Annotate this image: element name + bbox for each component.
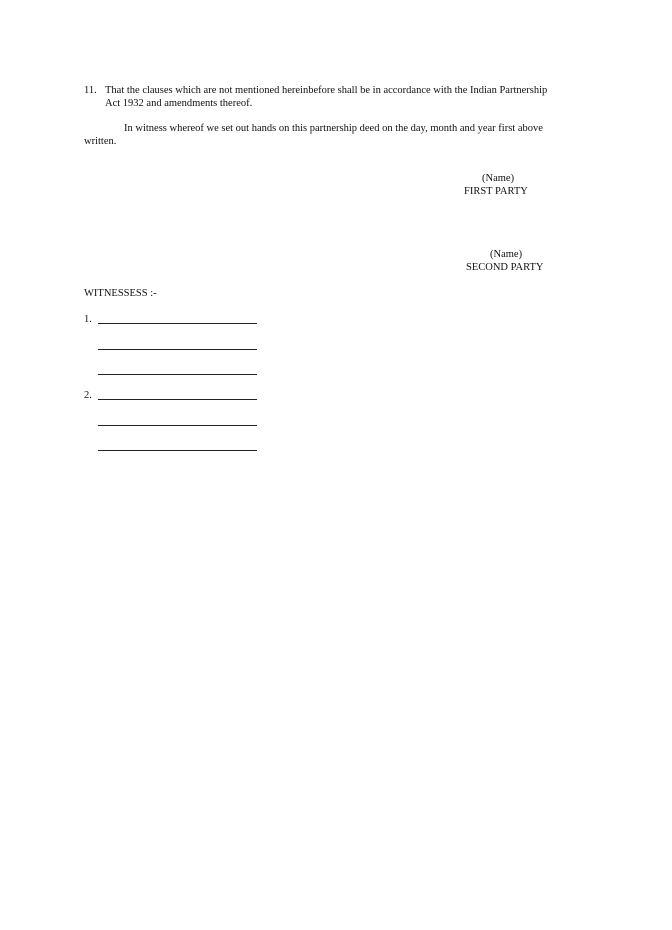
witness-2-name-line <box>98 425 257 426</box>
second-party-label: SECOND PARTY <box>466 262 544 273</box>
witness-paragraph-line-1: In witness whereof we set out hands on this partnership deed on the day, month and year first above <box>124 123 543 134</box>
first-party-label: FIRST PARTY <box>464 186 528 197</box>
witness-1-number: 1. <box>84 314 92 325</box>
witness-2-signature-line <box>98 399 257 400</box>
clause-text-line-1: That the clauses which are not mentioned hereinbefore shall be in accordance with the Indian Partnership <box>105 85 548 96</box>
witness-2-address-line <box>98 450 257 451</box>
clause-number: 11. <box>84 85 97 96</box>
witness-1-signature-line <box>98 323 257 324</box>
clause-text-line-2: Act 1932 and amendments thereof. <box>105 98 253 109</box>
witness-paragraph-line-2: written. <box>84 136 117 147</box>
witness-2-number: 2. <box>84 390 92 401</box>
first-party-name: (Name) <box>482 173 515 184</box>
witness-1-address-line <box>98 374 257 375</box>
witnesses-heading: WITNESSESS :- <box>84 288 157 299</box>
second-party-name: (Name) <box>490 249 523 260</box>
witness-1-name-line <box>98 349 257 350</box>
